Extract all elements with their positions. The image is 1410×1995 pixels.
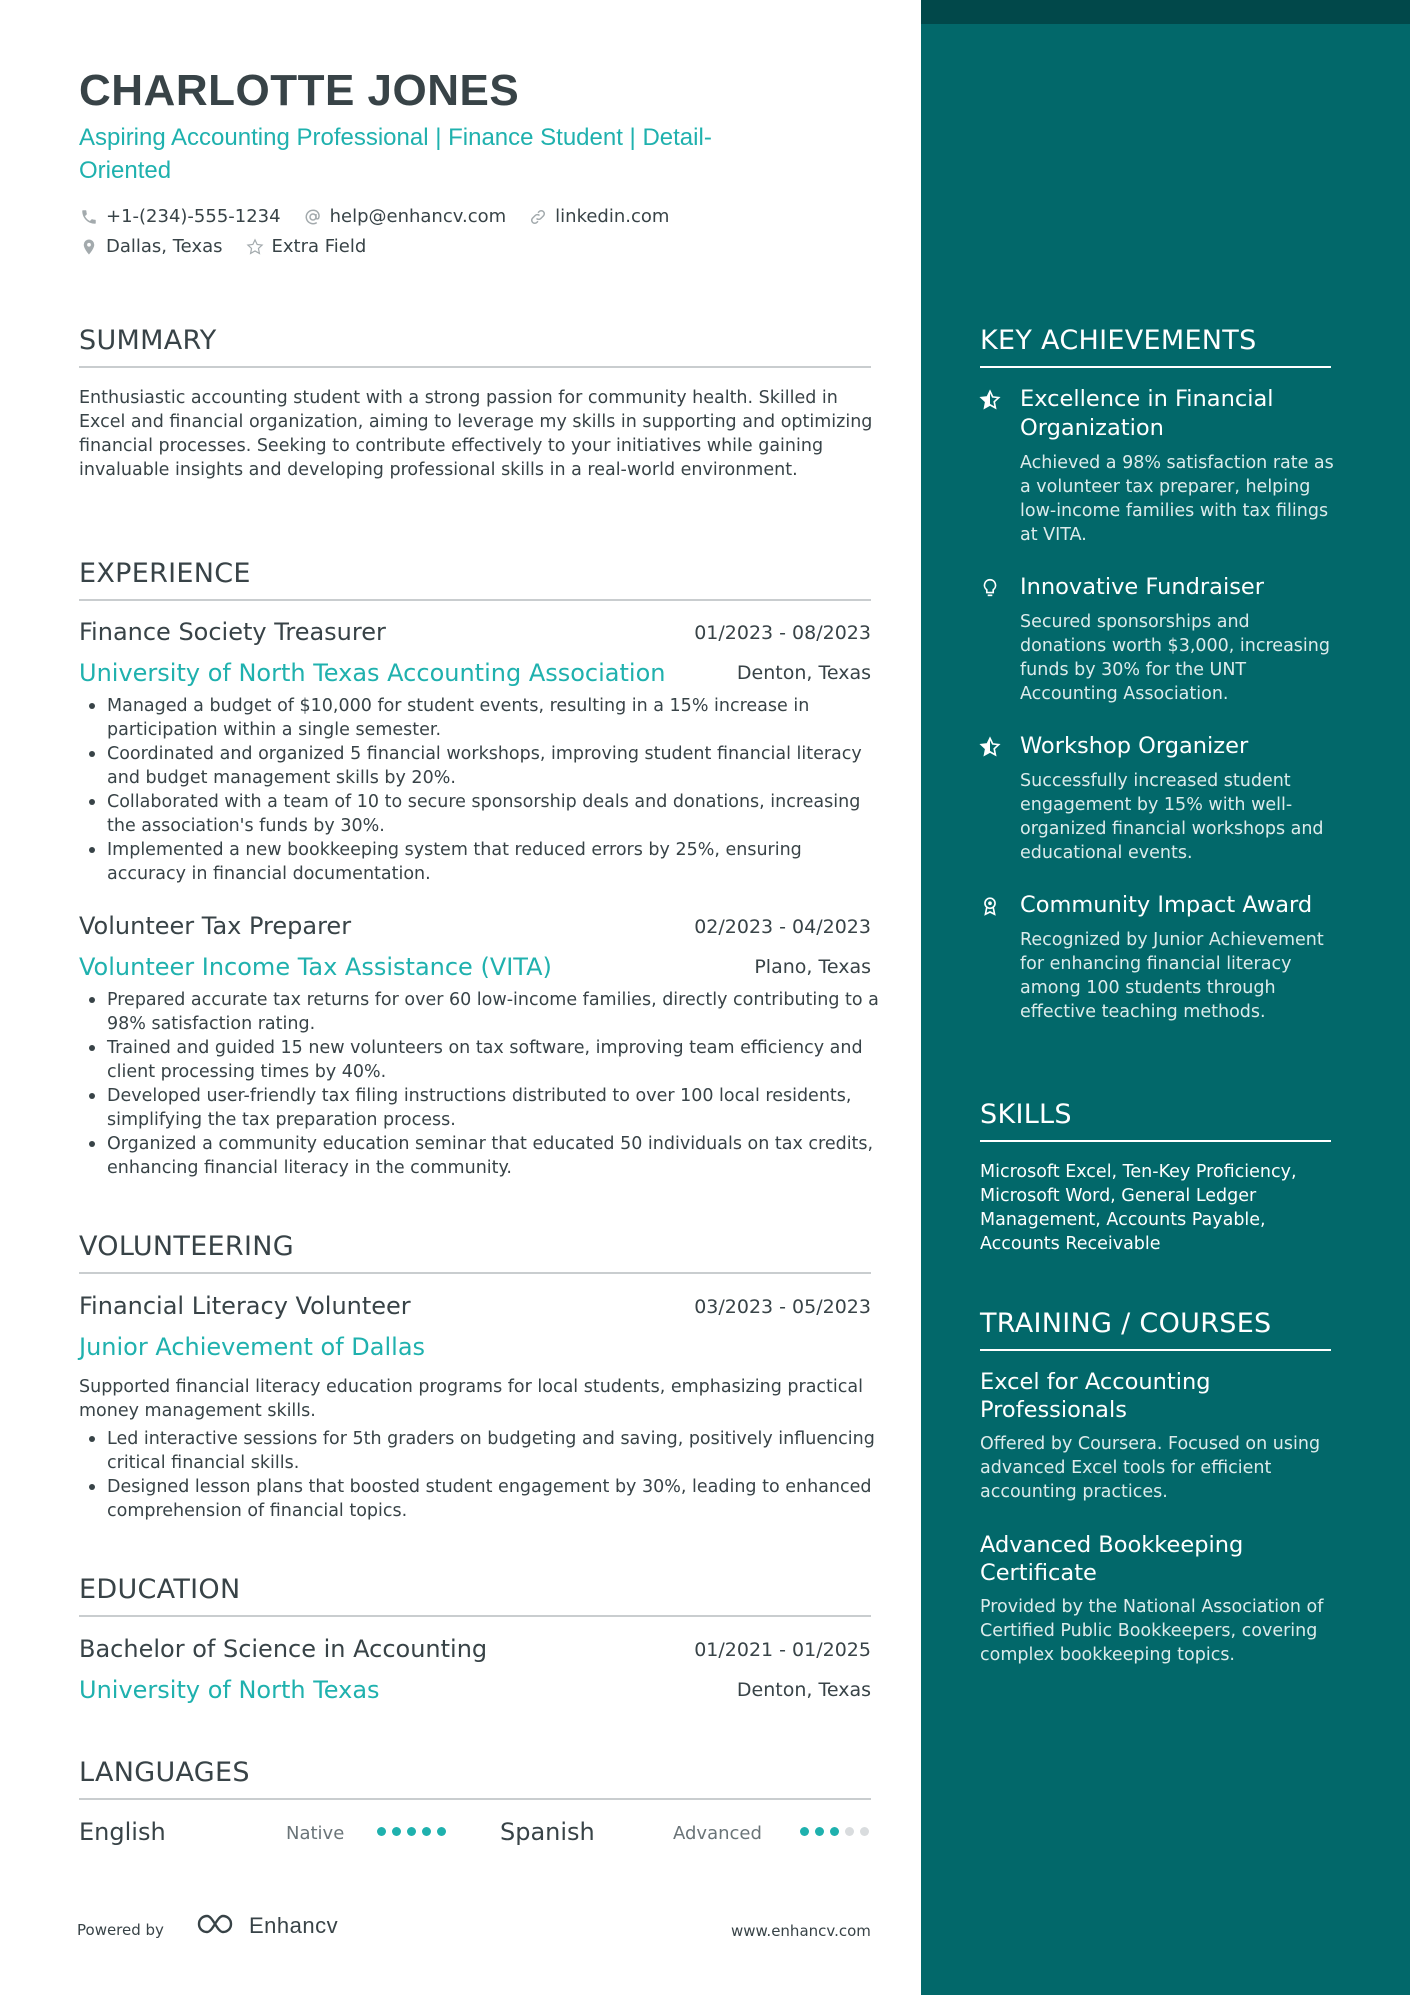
- candidate-title: Aspiring Accounting Professional | Finance Student | Detail-Oriented: [79, 124, 712, 184]
- star-icon: [979, 389, 1001, 411]
- skills-heading: SKILLS: [980, 1099, 1331, 1142]
- summary-text: Enthusiastic accounting student with a strong passion for community health. Skilled in Excel and financial organization, aiming to leverage my skills in supporting and optimizing financial processes. Seeking to contribute effectively to your initiatives while gaining invaluable insights and developing professional skills in a real-world environment.: [79, 388, 873, 480]
- contact-row-2: [79, 236, 366, 257]
- job-1-org[interactable]: University of North Texas Accounting Association: [79, 659, 666, 687]
- job-2-location: Plano, Texas: [754, 956, 871, 978]
- extra-text: Extra Field: [271, 236, 367, 257]
- rating-dot: [377, 1827, 386, 1836]
- volunteer-header: [79, 1292, 871, 1320]
- list-item: Collaborated with a team of 10 to secure sponsorship deals and donations, increasing the association's funds by 30%.: [79, 790, 879, 838]
- education-dates: 01/2021 - 01/2025: [694, 1639, 871, 1661]
- contact-location: [79, 236, 223, 257]
- volunteering-heading: VOLUNTEERING: [79, 1231, 871, 1274]
- rating-dot: [392, 1827, 401, 1836]
- list-item: Developed user-friendly tax filing instructions distributed to over 100 local residents, simplifying the tax preparation process.: [79, 1084, 879, 1132]
- achievement-3-title: Workshop Organizer: [1020, 733, 1249, 759]
- contact-linkedin[interactable]: [528, 206, 669, 227]
- achievement-1-title: Excellence in Financial Organization: [1020, 386, 1274, 441]
- course-2-title: Advanced Bookkeeping Certificate: [980, 1532, 1244, 1586]
- course-2-desc: Provided by the National Association of Certified Public Bookkeepers, covering complex bookkeeping topics.: [980, 1597, 1324, 1665]
- lightbulb-icon: [979, 577, 1001, 599]
- achievement-4-desc: Recognized by Junior Achievement for enhancing financial literacy among 100 students through effective teaching methods.: [1020, 930, 1324, 1022]
- rating-dot: [407, 1827, 416, 1836]
- achievement-3-desc: Successfully increased student engagement by 15% with well-organized financial workshops and educational events.: [1020, 771, 1324, 863]
- list-item: Implemented a new bookkeeping system that reduced errors by 25%, ensuring accuracy in financial documentation.: [79, 838, 879, 886]
- job-2-role: Volunteer Tax Preparer: [79, 912, 352, 940]
- volunteer-description: Supported financial literacy education programs for local students, emphasizing practical money management skills.: [79, 1377, 863, 1421]
- course-1-desc: Offered by Coursera. Focused on using advanced Excel tools for efficient accounting practices.: [980, 1434, 1321, 1502]
- star-icon: [979, 736, 1001, 758]
- list-item: Prepared accurate tax returns for over 60 low-income families, directly contributing to a 98% satisfaction rating.: [79, 988, 879, 1036]
- rating-dot: [860, 1827, 869, 1836]
- language-1-name: English: [79, 1818, 166, 1846]
- linkedin-text: linkedin.com: [555, 206, 670, 227]
- at-icon: [303, 207, 323, 227]
- rating-dot: [845, 1827, 854, 1836]
- volunteer-bullets: [79, 1427, 879, 1523]
- list-item: Coordinated and organized 5 financial workshops, improving student financial literacy and budget management skills by 20%.: [79, 742, 879, 790]
- contact-row-1: [79, 206, 669, 227]
- job-2-org[interactable]: Volunteer Income Tax Assistance (VITA): [79, 953, 552, 981]
- powered-by-label: Powered by: [77, 1921, 164, 1939]
- languages-heading: LANGUAGES: [79, 1757, 871, 1800]
- language-1-rating: [377, 1827, 446, 1836]
- education-school[interactable]: University of North Texas: [79, 1676, 380, 1704]
- list-item: Organized a community education seminar that educated 50 individuals on tax credits, enhancing financial literacy in the community.: [79, 1132, 879, 1180]
- job-2-dates: 02/2023 - 04/2023: [694, 916, 871, 938]
- location-pin-icon: [79, 237, 99, 257]
- job-1-dates: 01/2023 - 08/2023: [694, 622, 871, 644]
- job-2-header: [79, 912, 871, 940]
- enhancv-logo-icon: [195, 1911, 241, 1941]
- rating-dot: [815, 1827, 824, 1836]
- courses-heading: TRAINING / COURSES: [980, 1308, 1331, 1351]
- job-1-header: [79, 618, 871, 646]
- education-heading: EDUCATION: [79, 1574, 871, 1617]
- rating-dot: [437, 1827, 446, 1836]
- footer-website[interactable]: www.enhancv.com: [731, 1922, 871, 1940]
- summary-heading: SUMMARY: [79, 325, 871, 368]
- enhancv-logo-text: Enhancv: [249, 1913, 339, 1938]
- list-item: Led interactive sessions for 5th graders on budgeting and saving, positively influencing critical financial skills.: [79, 1427, 879, 1475]
- experience-heading: EXPERIENCE: [79, 558, 871, 601]
- list-item: Managed a budget of $10,000 for student events, resulting in a 15% increase in participation within a single semester.: [79, 694, 879, 742]
- enhancv-logo[interactable]: [195, 1911, 338, 1941]
- volunteer-role: Financial Literacy Volunteer: [79, 1292, 411, 1320]
- language-1-level: Native: [286, 1823, 345, 1844]
- achievements-heading: KEY ACHIEVEMENTS: [980, 325, 1331, 368]
- award-icon: [979, 895, 1001, 917]
- email-text: help@enhancv.com: [329, 206, 507, 227]
- language-2-rating: [800, 1827, 869, 1836]
- contact-email[interactable]: [303, 206, 507, 227]
- education-location: Denton, Texas: [736, 1679, 871, 1701]
- phone-text: +1-(234)-555-1234: [106, 206, 281, 227]
- education-header: [79, 1635, 871, 1663]
- volunteer-org[interactable]: Junior Achievement of Dallas: [79, 1333, 426, 1361]
- language-2-name: Spanish: [500, 1818, 595, 1846]
- job-2-org-row: [79, 953, 871, 981]
- location-text: Dallas, Texas: [106, 236, 223, 257]
- candidate-name: CHARLOTTE JONES: [79, 66, 520, 115]
- job-1-role: Finance Society Treasurer: [79, 618, 386, 646]
- achievement-2-desc: Secured sponsorships and donations worth $3,000, increasing funds by 30% for the UNT Accounting Association.: [1020, 612, 1330, 704]
- link-icon: [528, 207, 548, 227]
- education-degree: Bachelor of Science in Accounting: [79, 1635, 488, 1663]
- rating-dot: [830, 1827, 839, 1836]
- job-2-bullets: [79, 988, 879, 1180]
- volunteer-org-row: [79, 1333, 871, 1361]
- contact-phone[interactable]: [79, 206, 281, 227]
- achievement-2-title: Innovative Fundraiser: [1020, 574, 1265, 600]
- rating-dot: [422, 1827, 431, 1836]
- list-item: Trained and guided 15 new volunteers on tax software, improving team efficiency and client processing times by 40%.: [79, 1036, 879, 1084]
- education-school-row: [79, 1676, 871, 1704]
- achievement-4-title: Community Impact Award: [1020, 892, 1313, 918]
- course-1-title: Excel for Accounting Professionals: [980, 1369, 1211, 1423]
- job-1-org-row: [79, 659, 871, 687]
- language-2-level: Advanced: [673, 1823, 762, 1844]
- volunteer-dates: 03/2023 - 05/2023: [694, 1296, 871, 1318]
- rating-dot: [800, 1827, 809, 1836]
- job-1-bullets: [79, 694, 879, 886]
- skills-list: Microsoft Excel, Ten-Key Proficiency, Microsoft Word, General Ledger Management, Accounts Payable, Accounts Receivable: [980, 1162, 1297, 1254]
- list-item: Designed lesson plans that boosted student engagement by 30%, leading to enhanced comprehension of financial topics.: [79, 1475, 879, 1523]
- contact-extra: [245, 236, 367, 257]
- job-1-location: Denton, Texas: [736, 662, 871, 684]
- achievement-1-desc: Achieved a 98% satisfaction rate as a volunteer tax preparer, helping low-income families with tax filings at VITA.: [1020, 453, 1334, 545]
- star-outline-icon: [245, 237, 265, 257]
- phone-icon: [79, 207, 99, 227]
- sidebar-top-band: [921, 0, 1410, 24]
